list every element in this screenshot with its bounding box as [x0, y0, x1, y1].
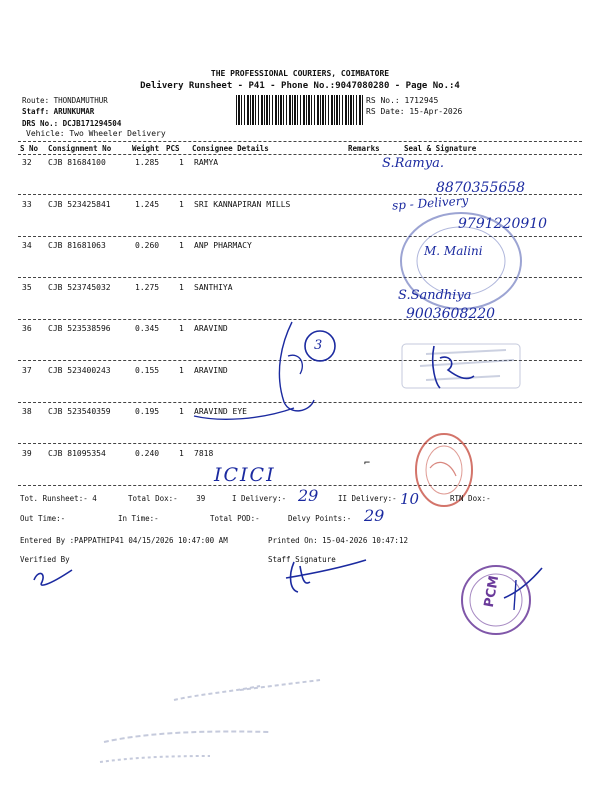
handwritten-phone-2: 9791220910 — [458, 216, 548, 232]
delvy-points-label: Delvy Points:- — [288, 514, 352, 523]
barcode — [236, 95, 364, 125]
company-name: THE PROFESSIONAL COURIERS, COIMBATORE — [210, 69, 390, 78]
col-header-sno: S No — [20, 144, 39, 153]
cell-sno: 33 — [22, 200, 32, 209]
tick-mark: ⌐ — [364, 458, 371, 469]
drs-label: DRS No.: — [22, 119, 59, 128]
rs-no-line — [366, 96, 438, 105]
cell-consignee: ARAVIND EYE — [194, 407, 247, 416]
signature-ramya: S.Ramya. — [382, 156, 444, 171]
cell-sno: 34 — [22, 241, 32, 250]
cell-consignment-no: CJB 523400243 — [48, 366, 111, 375]
cell-sno: 39 — [22, 449, 32, 458]
staff-label: Staff: — [22, 107, 50, 116]
col-header-consignment: Consignment No — [48, 144, 112, 153]
staff-signature-mark — [280, 556, 370, 600]
cell-weight: 1.245 — [135, 200, 160, 209]
cell-consignee: ARAVIND — [194, 324, 228, 333]
bleed-through-marks — [90, 670, 350, 780]
rs-date-label: RS Date: — [366, 107, 405, 116]
table-top-rule — [18, 141, 582, 142]
col-header-weight: Weight — [132, 144, 160, 153]
col-header-seal-signature: Seal & Signature — [404, 144, 477, 153]
cell-weight: 0.195 — [135, 407, 160, 416]
tot-runsheet-label: Tot. Runsheet:- — [20, 494, 88, 503]
tot-runsheet-value: 4 — [92, 494, 97, 503]
cell-weight: 0.155 — [135, 366, 160, 375]
cell-consignee: RAMYA — [194, 158, 219, 167]
staff-value: ARUNKUMAR — [53, 107, 95, 116]
cell-weight: 1.275 — [135, 283, 160, 292]
cell-weight: 0.345 — [135, 324, 160, 333]
cell-consignment-no: CJB 523538596 — [48, 324, 111, 333]
i-delivery-value: 29 — [298, 486, 319, 505]
staff-line — [22, 107, 94, 116]
total-dox — [128, 494, 205, 503]
cell-consignment-no: CJB 81681063 — [48, 241, 106, 250]
cell-consignment-no: CJB 523425841 — [48, 200, 111, 209]
out-time-label: Out Time:- — [20, 514, 66, 523]
cell-consignment-no: CJB 523745032 — [48, 283, 111, 292]
signature-sp-delivery: sp - Delivery — [391, 193, 469, 213]
col-header-pcs: PCS — [166, 144, 180, 153]
handwritten-icici: ICICI — [214, 464, 276, 486]
signature-m-malini: M. Malini — [424, 244, 483, 258]
signature-s-sandhiya: S.Sandhiya — [398, 288, 472, 303]
cell-sno: 38 — [22, 407, 32, 416]
verified-signature — [28, 562, 78, 592]
cell-pcs: 1 — [179, 324, 184, 333]
rs-date-line — [366, 107, 462, 116]
circled-number: 3 — [314, 338, 323, 353]
drs-value: DCJB171294504 — [62, 119, 122, 128]
cell-pcs: 1 — [179, 283, 184, 292]
cell-sno: 37 — [22, 366, 32, 375]
ii-delivery-value: 10 — [400, 490, 420, 508]
cell-sno: 36 — [22, 324, 32, 333]
cell-pcs: 1 — [179, 366, 184, 375]
runsheet-subtitle: Delivery Runsheet - P41 - Phone No.:9047080280 - Page No.:4 — [140, 81, 460, 91]
route-label: Route: — [22, 96, 50, 105]
in-time-label: In Time:- — [118, 514, 159, 523]
cell-pcs: 1 — [179, 241, 184, 250]
i-delivery-label: I Delivery:- — [232, 494, 287, 503]
cell-weight: 1.285 — [135, 158, 160, 167]
route-value: THONDAMUTHUR — [53, 96, 108, 105]
route-line — [22, 96, 108, 105]
cell-consignment-no: CJB 81684100 — [48, 158, 106, 167]
col-header-consignee: Consignee Details — [192, 144, 269, 153]
handwritten-underline — [190, 398, 300, 428]
total-dox-label: Total Dox:- — [128, 494, 178, 503]
delvy-points-value: 29 — [364, 506, 385, 525]
rs-no-label: RS No.: — [366, 96, 400, 105]
handwritten-phone-3: 9003608220 — [406, 306, 496, 322]
cell-consignee: ANP PHARMACY — [194, 241, 252, 250]
cell-pcs: 1 — [179, 158, 184, 167]
cell-weight: 0.260 — [135, 241, 160, 250]
total-dox-value: 39 — [196, 494, 206, 503]
cell-weight: 0.240 — [135, 449, 160, 458]
cell-sno: 35 — [22, 283, 32, 292]
cell-consignment-no: CJB 523540359 — [48, 407, 111, 416]
cell-consignee: ARAVIND — [194, 366, 228, 375]
col-header-remarks: Remarks — [348, 144, 380, 153]
cell-consignee: 7818 — [194, 449, 214, 458]
pcm-round-stamp — [454, 556, 544, 646]
rtn-dox-label: RTN Dox:- — [450, 494, 491, 503]
rs-date-value: 15-Apr-2026 — [409, 107, 463, 116]
cell-pcs: 1 — [179, 449, 184, 458]
tot-runsheet — [20, 494, 97, 503]
pcm-stamp-text: PCM — [481, 574, 503, 609]
cell-pcs: 1 — [179, 200, 184, 209]
cell-sno: 32 — [22, 158, 32, 167]
rs-no-value: 1712945 — [404, 96, 439, 105]
verified-by-label: Verified By — [20, 555, 70, 564]
total-pod-label: Total POD:- — [210, 514, 260, 523]
cell-consignment-no: CJB 81095354 — [48, 449, 106, 458]
entered-by: Entered By :PAPPATHIP41 04/15/2026 10:47:00 AM — [20, 536, 228, 545]
cell-consignee: SANTHIYA — [194, 283, 233, 292]
ii-delivery-label: II Delivery:- — [338, 494, 397, 503]
row-divider — [18, 443, 582, 444]
vehicle-line — [26, 129, 166, 138]
company-stamp — [396, 336, 526, 396]
staff-signature-label: Staff Signature — [268, 555, 336, 564]
printed-on: Printed On: 15-04-2026 10:47:12 — [268, 536, 408, 545]
cell-consignee: SRI KANNAPIRAN MILLS — [194, 200, 291, 209]
vehicle-label: Vehicle: — [26, 129, 65, 138]
cell-pcs: 1 — [179, 407, 184, 416]
handwritten-phone-1: 8870355658 — [436, 180, 526, 196]
table-header-rule — [18, 154, 582, 155]
vehicle-value: Two Wheeler Delivery — [69, 129, 166, 138]
drs-line — [22, 119, 121, 128]
